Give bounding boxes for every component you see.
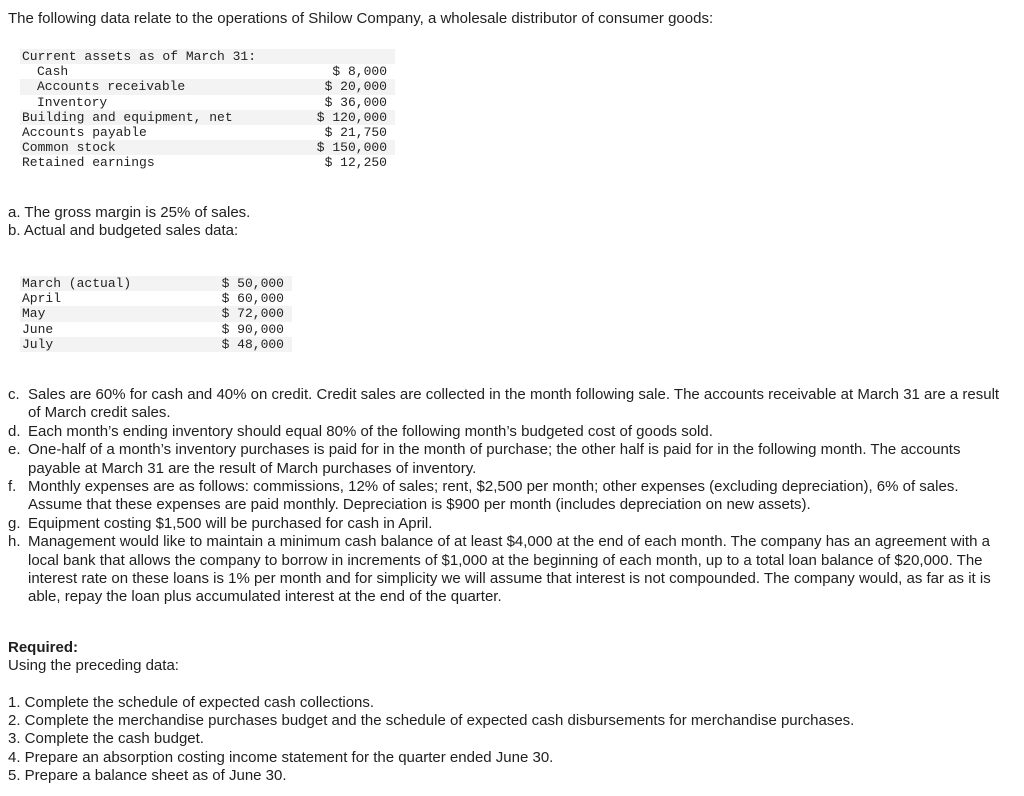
required-list bbox=[8, 694, 854, 785]
list-item: 1. Complete the schedule of expected cash collections. bbox=[8, 694, 375, 711]
list-item: 5. Prepare a balance sheet as of June 30. bbox=[8, 766, 287, 784]
intro-text: The following data relate to the operations of Shilow Company, a wholesale distributor of consumer goods: bbox=[8, 10, 714, 27]
table-row bbox=[20, 140, 395, 155]
row-value: $ 120,000 bbox=[313, 110, 395, 125]
table-row bbox=[20, 125, 395, 140]
required-heading: Required: bbox=[8, 639, 79, 656]
item-letter: f. bbox=[8, 478, 17, 496]
table-row bbox=[20, 276, 292, 291]
table-row bbox=[20, 306, 292, 321]
table-row bbox=[20, 95, 395, 110]
list-item bbox=[8, 478, 1008, 515]
row-label: May bbox=[20, 306, 212, 321]
table-row bbox=[20, 49, 395, 64]
list-item bbox=[8, 423, 1008, 441]
sales-data-table bbox=[20, 276, 292, 352]
current-assets-table bbox=[20, 49, 395, 171]
row-value: $ 72,000 bbox=[212, 306, 292, 321]
row-value: $ 60,000 bbox=[221, 291, 284, 307]
table-row bbox=[20, 337, 292, 352]
item-text: Management would like to maintain a minimum cash balance of at least $4,000 at the end of each month. The company has an agreement with a local bank that allows the company to borrow in increments of $1,000 at the beginning of each month, up to a total loan balance of $20,000. The interest rate on these loans is 1% per month and for simplicity we will assume that interest is not compounded. The company would, as far as it is able, repay the loan plus accumulated interest at the end of the quarter. bbox=[28, 533, 991, 606]
item-text: Sales are 60% for cash and 40% on credit. Credit sales are collected in the month following sale. The accounts receivable at March 31 are a result of March credit sales. bbox=[28, 386, 1000, 422]
list-item: 2. Complete the merchandise purchases budget and the schedule of expected cash disbursements for merchandise purchases. bbox=[8, 712, 855, 730]
row-value: $ 50,000 bbox=[212, 276, 292, 291]
item-letter: h. bbox=[8, 533, 21, 551]
row-label: April bbox=[22, 291, 62, 307]
table-row bbox=[20, 155, 395, 170]
row-label: Accounts receivable bbox=[20, 79, 313, 94]
row-label: Building and equipment, net bbox=[20, 110, 313, 125]
item-text: One-half of a month’s inventory purchases is paid for in the month of purchase; the other half is paid for in the following month. The accounts payable at March 31 are the result of March purchases of inventory. bbox=[28, 441, 961, 477]
table-row bbox=[20, 79, 395, 94]
item-text: Equipment costing $1,500 will be purchased for cash in April. bbox=[28, 514, 433, 532]
list-item bbox=[8, 533, 1008, 607]
table-row bbox=[20, 291, 292, 306]
table-header: Current assets as of March 31: bbox=[20, 49, 313, 64]
list-item: 4. Prepare an absorption costing income statement for the quarter ended June 30. bbox=[8, 748, 554, 766]
row-value: $ 20,000 bbox=[313, 79, 395, 94]
row-value: $ 8,000 bbox=[332, 64, 387, 80]
item-letter: d. bbox=[8, 422, 21, 440]
assumptions-list bbox=[8, 386, 1008, 607]
list-item bbox=[8, 386, 1008, 423]
row-label: July bbox=[20, 337, 212, 352]
item-text: Monthly expenses are as follows: commissions, 12% of sales; rent, $2,500 per month; other expenses (excluding depreciation), 6% of sales. Assume that these expenses are paid monthly. Depreciation is $900 per month (includes depreciation on new assets). bbox=[28, 478, 959, 514]
list-item bbox=[8, 441, 1008, 478]
item-text: Each month’s ending inventory should equal 80% of the following month’s budgeted cost of goods sold. bbox=[28, 422, 713, 440]
row-label: Common stock bbox=[20, 140, 313, 155]
row-label: March (actual) bbox=[20, 276, 212, 291]
row-label: Accounts payable bbox=[22, 125, 147, 141]
row-label: June bbox=[22, 321, 54, 337]
row-label: Inventory bbox=[37, 94, 108, 110]
table-row bbox=[20, 322, 292, 337]
list-item: 3. Complete the cash budget. bbox=[8, 730, 204, 748]
note-b: b. Actual and budgeted sales data: bbox=[8, 222, 239, 239]
item-letter: c. bbox=[8, 386, 20, 403]
row-label: Retained earnings bbox=[22, 155, 155, 171]
row-value: $ 48,000 bbox=[212, 337, 292, 352]
table-row bbox=[20, 110, 395, 125]
table-row bbox=[20, 64, 395, 79]
row-value: $ 21,750 bbox=[324, 125, 387, 141]
item-letter: g. bbox=[8, 514, 21, 532]
row-value: $ 12,250 bbox=[324, 155, 387, 171]
row-value: $ 36,000 bbox=[324, 94, 387, 110]
note-a: a. The gross margin is 25% of sales. bbox=[8, 204, 251, 221]
row-label: Cash bbox=[37, 64, 69, 80]
row-value: $ 150,000 bbox=[313, 140, 395, 155]
item-letter: e. bbox=[8, 441, 21, 459]
required-subheading: Using the preceding data: bbox=[8, 657, 179, 674]
row-value: $ 90,000 bbox=[221, 321, 284, 337]
list-item bbox=[8, 515, 1008, 533]
